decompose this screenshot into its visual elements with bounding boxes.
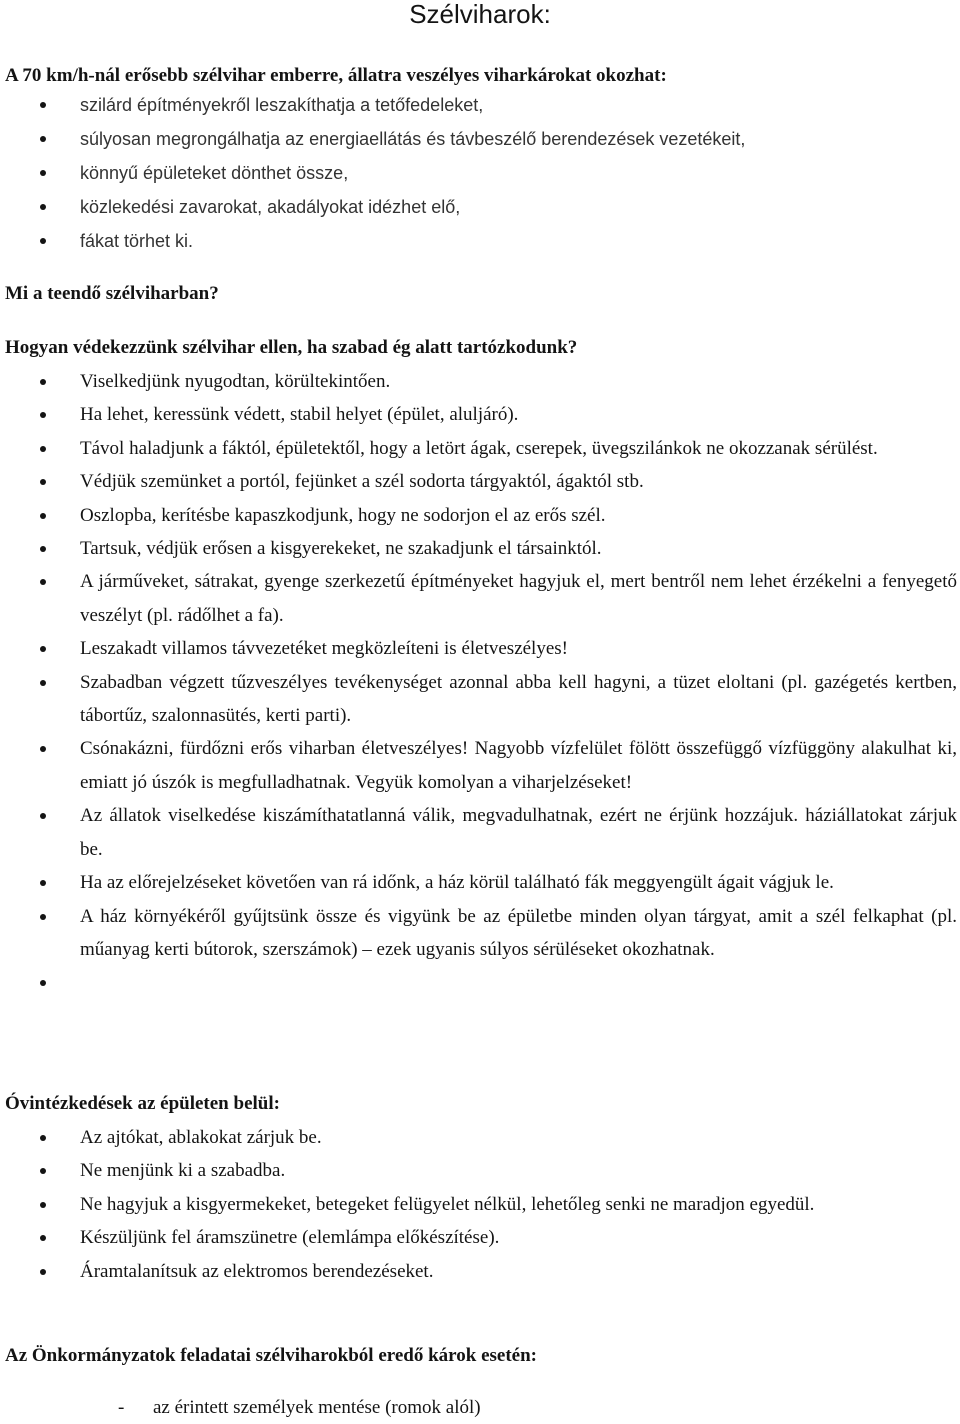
list-item: Védjük szemünket a portól, fejünket a szél sodorta tárgyaktól, ágaktól stb. xyxy=(0,465,960,498)
list-item: súlyosan megrongálhatja az energiaellátás és távbeszélő berendezések vezetékeit, xyxy=(0,122,960,156)
municipal-heading: Az Önkormányzatok feladatai szélviharokból eredő károk esetén: xyxy=(5,1345,537,1366)
list-item: szilárd építményekről leszakíthatja a tetőfedeleket, xyxy=(0,88,960,122)
list-item: Az állatok viselkedése kiszámíthatatlanná válik, megvadulhatnak, ezért ne érjünk hozzájuk. háziállatokat zárjuk be. xyxy=(0,799,960,866)
intro-heading: A 70 km/h-nál erősebb szélvihar emberre, állatra veszélyes viharkárokat okozhat: xyxy=(5,65,667,86)
outdoor-list xyxy=(0,365,960,999)
outdoor-heading: Hogyan védekezzünk szélvihar ellen, ha szabad ég alatt tartózkodunk? xyxy=(5,337,578,358)
list-item: Ne menjünk ki a szabadba. xyxy=(0,1154,960,1187)
list-item: közlekedési zavarokat, akadályokat idézhet elő, xyxy=(0,190,960,224)
list-item: Viselkedjünk nyugodtan, körültekintően. xyxy=(0,365,960,398)
list-item: Szabadban végzett tűzveszélyes tevékenységet azonnal abba kell hagyni, a tüzet eloltani (pl. gazégetés kertben, tábortűz, szalonnasütés, kerti parti). xyxy=(0,666,960,733)
list-item: Az ajtókat, ablakokat zárjuk be. xyxy=(0,1121,960,1154)
indoor-heading: Óvintézkedések az épületen belül: xyxy=(5,1093,280,1114)
list-item: A járműveket, sátrakat, gyenge szerkezetű építményeket hagyjuk el, mert bentről nem lehet érzékelni a fenyegető veszélyt (pl. rádőlhet a fa). xyxy=(0,565,960,632)
list-item: fákat törhet ki. xyxy=(0,224,960,258)
list-item: Ha az előrejelzéseket követően van rá időnk, a ház körül található fák meggyengült ágait vágjuk le. xyxy=(0,866,960,899)
list-item: A ház környékéről gyűjtsünk össze és vigyünk be az épületbe minden olyan tárgyat, amit a szél felkaphat (pl. műanyag kerti bútorok, szerszámok) – ezek ugyanis súlyos sérüléseket okozhatnak. xyxy=(0,900,960,967)
list-item: könnyű épületeket dönthet össze, xyxy=(0,156,960,190)
list-item: Készüljünk fel áramszünetre (elemlámpa előkészítése). xyxy=(0,1221,960,1254)
list-item: Ne hagyjuk a kisgyermekeket, betegeket felügyelet nélkül, lehetőleg senki ne maradjon egyedül. xyxy=(0,1188,960,1221)
list-item: Oszlopba, kerítésbe kapaszkodjunk, hogy ne sodorjon el az erős szél. xyxy=(0,499,960,532)
intro-list xyxy=(0,88,960,258)
list-item-empty xyxy=(0,966,960,999)
list-item: Ha lehet, keressünk védett, stabil helyet (épület, aluljáró). xyxy=(0,398,960,431)
list-item: Tartsuk, védjük erősen a kisgyerekeket, ne szakadjunk el társainktól. xyxy=(0,532,960,565)
list-item: - az érintett személyek mentése (romok alól) xyxy=(0,1391,960,1424)
question-heading: Mi a teendő szélviharban? xyxy=(5,283,219,304)
list-item: Áramtalanítsuk az elektromos berendezéseket. xyxy=(0,1255,960,1288)
list-item: Leszakadt villamos távvezetéket megközleíteni is életveszélyes! xyxy=(0,632,960,665)
list-item: Csónakázni, fürdőzni erős viharban életveszélyes! Nagyobb vízfelület fölött összefüggő vízfüggöny alakulhat ki, emiatt jó úszók is megfulladhatnak. Vegyük komolyan a viharjelzéseket! xyxy=(0,732,960,799)
list-item: Távol haladjunk a fáktól, épületektől, hogy a letört ágak, cserepek, üvegszilánkok ne okozzanak sérülést. xyxy=(0,432,960,465)
page-title: Szélviharok: xyxy=(409,0,551,29)
indoor-list xyxy=(0,1121,960,1288)
municipal-list xyxy=(0,1391,960,1424)
